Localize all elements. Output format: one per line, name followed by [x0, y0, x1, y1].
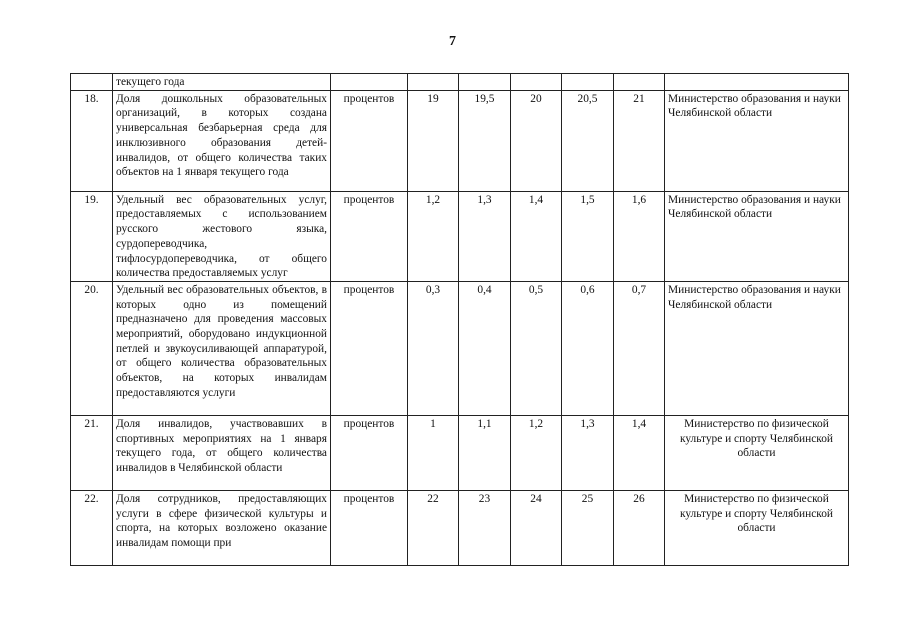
year-value-cell: 0,4 — [459, 281, 511, 415]
indicator-description-cell: Доля дошкольных образовательных организаций, в которых создана универсальная безбарьерная среда для инклюзивного образования детей-инвалидов, от общего количества таких объектов на 1 января текущего года — [113, 90, 331, 191]
year-value-cell: 19 — [408, 90, 459, 191]
year-value-cell: 20,5 — [562, 90, 614, 191]
indicator-description-cell: Удельный вес образовательных объектов, в которых одно из помещений предназначено для проведения массовых мероприятий, оборудовано индукционной петлей и звукоусиливающей аппаратурой, от общего количества образовательных объектов, на которых инвалидам предоставляются услуги — [113, 281, 331, 415]
unit-cell: процентов — [331, 415, 408, 490]
year-value-cell: 1,1 — [459, 415, 511, 490]
unit-cell — [331, 74, 408, 91]
year-value-cell: 24 — [511, 490, 562, 565]
row-number-cell — [71, 74, 113, 91]
table-row — [71, 90, 849, 191]
year-value-cell: 0,6 — [562, 281, 614, 415]
year-value-cell — [562, 74, 614, 91]
indicator-description-cell: текущего года — [113, 74, 331, 91]
year-value-cell — [459, 74, 511, 91]
year-value-cell: 26 — [614, 490, 665, 565]
responsible-authority-cell — [665, 74, 849, 91]
year-value-cell: 1,6 — [614, 191, 665, 281]
year-value-cell: 19,5 — [459, 90, 511, 191]
responsible-authority-cell: Министерство образования и науки Челябинской области — [665, 90, 849, 191]
unit-cell: процентов — [331, 90, 408, 191]
table-row — [71, 415, 849, 490]
indicator-description-cell: Удельный вес образовательных услуг, предоставляемых с использованием русского жестового языка, сурдопереводчика, тифлосурдопереводчика, от общего количества предоставляемых услуг — [113, 191, 331, 281]
row-number-cell: 22. — [71, 490, 113, 565]
table-row — [71, 490, 849, 565]
row-number-cell: 21. — [71, 415, 113, 490]
year-value-cell: 1 — [408, 415, 459, 490]
year-value-cell — [614, 74, 665, 91]
year-value-cell — [408, 74, 459, 91]
year-value-cell: 1,2 — [408, 191, 459, 281]
year-value-cell: 20 — [511, 90, 562, 191]
row-number-cell: 20. — [71, 281, 113, 415]
unit-cell: процентов — [331, 490, 408, 565]
year-value-cell: 1,3 — [562, 415, 614, 490]
responsible-authority-cell: Министерство образования и науки Челябинской области — [665, 191, 849, 281]
year-value-cell: 0,3 — [408, 281, 459, 415]
table-row — [71, 191, 849, 281]
unit-cell: процентов — [331, 191, 408, 281]
indicator-description-cell: Доля сотрудников, предоставляющих услуги в сфере физической культуры и спорта, на которых возложено оказание инвалидам помощи при — [113, 490, 331, 565]
year-value-cell: 0,7 — [614, 281, 665, 415]
responsible-authority-cell: Министерство образования и науки Челябинской области — [665, 281, 849, 415]
responsible-authority-cell: Министерство по физической культуре и спорту Челябинской области — [665, 415, 849, 490]
table-row — [71, 281, 849, 415]
year-value-cell: 23 — [459, 490, 511, 565]
unit-cell: процентов — [331, 281, 408, 415]
table-row — [71, 74, 849, 91]
year-value-cell: 1,5 — [562, 191, 614, 281]
year-value-cell: 1,4 — [614, 415, 665, 490]
page-number: 7 — [449, 34, 456, 49]
year-value-cell: 0,5 — [511, 281, 562, 415]
year-value-cell: 21 — [614, 90, 665, 191]
indicators-table-body — [71, 74, 849, 566]
year-value-cell: 22 — [408, 490, 459, 565]
year-value-cell: 1,3 — [459, 191, 511, 281]
indicators-table — [70, 73, 849, 566]
indicator-description-cell: Доля инвалидов, участвовавших в спортивных мероприятиях на 1 января текущего года, от общего количества инвалидов в Челябинской области — [113, 415, 331, 490]
row-number-cell: 18. — [71, 90, 113, 191]
row-number-cell: 19. — [71, 191, 113, 281]
year-value-cell — [511, 74, 562, 91]
year-value-cell: 25 — [562, 490, 614, 565]
year-value-cell: 1,4 — [511, 191, 562, 281]
year-value-cell: 1,2 — [511, 415, 562, 490]
responsible-authority-cell: Министерство по физической культуре и спорту Челябинской области — [665, 490, 849, 565]
